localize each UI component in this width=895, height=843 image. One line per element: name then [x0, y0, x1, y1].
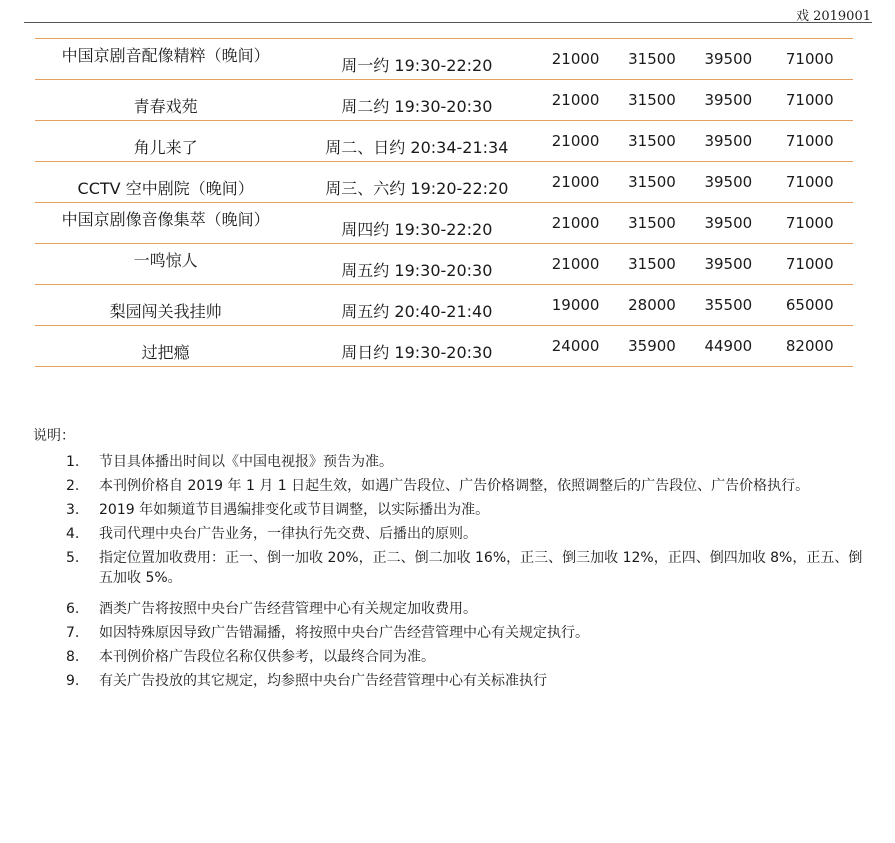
table-row — [35, 80, 853, 121]
item-number: 2. — [66, 478, 80, 494]
item-text: 酒类广告将按照中央台广告经营管理中心有关规定加收费用。 — [99, 601, 477, 617]
air-time: 周五约 20:40-21:40 — [296, 285, 537, 326]
program-name: 中国京剧像音像集萃（晚间） — [35, 203, 296, 244]
price-cell: 28000 — [614, 285, 690, 326]
price-cell: 39500 — [690, 203, 766, 244]
table-row — [35, 39, 853, 80]
price-cell: 39500 — [690, 121, 766, 162]
price-cell: 44900 — [690, 326, 766, 367]
air-time: 周五约 19:30-20:30 — [296, 244, 537, 285]
price-cell: 71000 — [767, 80, 853, 121]
price-cell: 39500 — [690, 162, 766, 203]
item-number: 8. — [66, 649, 80, 665]
list-item — [66, 524, 866, 544]
item-number: 6. — [66, 601, 80, 617]
program-name: 角儿来了 — [35, 121, 296, 162]
item-text: 本刊例价格自 2019 年 1 月 1 日起生效，如遇广告段位、广告价格调整，依照调整后的广告段位、广告价格执行。 — [99, 478, 810, 494]
price-cell: 21000 — [537, 203, 613, 244]
air-time: 周二、日约 20:34-21:34 — [296, 121, 537, 162]
price-cell: 71000 — [767, 244, 853, 285]
price-cell: 31500 — [614, 121, 690, 162]
table-row — [35, 121, 853, 162]
price-cell: 35500 — [690, 285, 766, 326]
table-row — [35, 244, 853, 285]
price-cell: 21000 — [537, 39, 613, 80]
air-time: 周二约 19:30-20:30 — [296, 80, 537, 121]
list-item — [66, 647, 866, 667]
price-cell: 19000 — [537, 285, 613, 326]
item-text: 我司代理中央台广告业务，一律执行先交费、后播出的原则。 — [99, 526, 477, 542]
item-text: 如因特殊原因导致广告错漏播，将按照中央台广告经营管理中心有关规定执行。 — [99, 625, 589, 641]
notes-title: 说明： — [33, 428, 75, 444]
price-cell: 71000 — [767, 162, 853, 203]
price-cell: 39500 — [690, 244, 766, 285]
price-cell: 71000 — [767, 39, 853, 80]
item-text: 指定位置加收费用：正一、倒一加收 20%，正二、倒二加收 16%，正三、倒三加收 12%，正四、倒四加收 8%，正五、倒五加收 5%。 — [99, 550, 863, 586]
price-cell: 21000 — [537, 121, 613, 162]
program-name: 青春戏苑 — [35, 80, 296, 121]
program-name: 中国京剧音配像精粹（晚间） — [35, 39, 296, 80]
air-time: 周一约 19:30-22:20 — [296, 39, 537, 80]
price-cell: 71000 — [767, 203, 853, 244]
price-cell: 21000 — [537, 80, 613, 121]
item-number: 4. — [66, 526, 80, 542]
list-item — [66, 500, 866, 520]
list-item — [66, 671, 866, 691]
table-row — [35, 203, 853, 244]
table-row — [35, 162, 853, 203]
item-text: 本刊例价格广告段位名称仅供参考，以最终合同为准。 — [99, 649, 435, 665]
air-time: 周四约 19:30-22:20 — [296, 203, 537, 244]
price-cell: 31500 — [614, 80, 690, 121]
header-divider — [24, 22, 872, 23]
list-item — [66, 452, 866, 472]
price-cell: 31500 — [614, 244, 690, 285]
document-code: 戏 2019001 — [795, 9, 871, 24]
program-name: CCTV 空中剧院（晚间） — [35, 162, 296, 203]
list-item — [66, 476, 866, 496]
price-cell: 24000 — [537, 326, 613, 367]
item-text: 有关广告投放的其它规定，均参照中央台广告经营管理中心有关标准执行 — [99, 673, 547, 689]
rate-table — [35, 38, 853, 367]
item-number: 1. — [66, 454, 80, 470]
price-cell: 82000 — [767, 326, 853, 367]
price-cell: 65000 — [767, 285, 853, 326]
notes-list — [66, 452, 866, 695]
program-name: 过把瘾 — [35, 326, 296, 367]
price-cell: 31500 — [614, 203, 690, 244]
price-cell: 21000 — [537, 244, 613, 285]
price-cell: 71000 — [767, 121, 853, 162]
price-cell: 31500 — [614, 39, 690, 80]
list-item — [66, 623, 866, 643]
item-number: 7. — [66, 625, 80, 641]
program-name: 梨园闯关我挂帅 — [35, 285, 296, 326]
price-cell: 39500 — [690, 39, 766, 80]
item-number: 9. — [66, 673, 80, 689]
item-text: 2019 年如频道节目遇编排变化或节目调整，以实际播出为准。 — [99, 502, 490, 518]
list-item — [66, 599, 866, 619]
price-cell: 35900 — [614, 326, 690, 367]
table-row — [35, 285, 853, 326]
price-cell: 21000 — [537, 162, 613, 203]
item-text: 节目具体播出时间以《中国电视报》预告为准。 — [99, 454, 393, 470]
table-row — [35, 326, 853, 367]
list-item — [66, 548, 866, 588]
program-name: 一鸣惊人 — [35, 244, 296, 285]
item-number: 5. — [66, 550, 80, 566]
price-cell: 39500 — [690, 80, 766, 121]
price-cell: 31500 — [614, 162, 690, 203]
air-time: 周三、六约 19:20-22:20 — [296, 162, 537, 203]
item-number: 3. — [66, 502, 80, 518]
air-time: 周日约 19:30-20:30 — [296, 326, 537, 367]
